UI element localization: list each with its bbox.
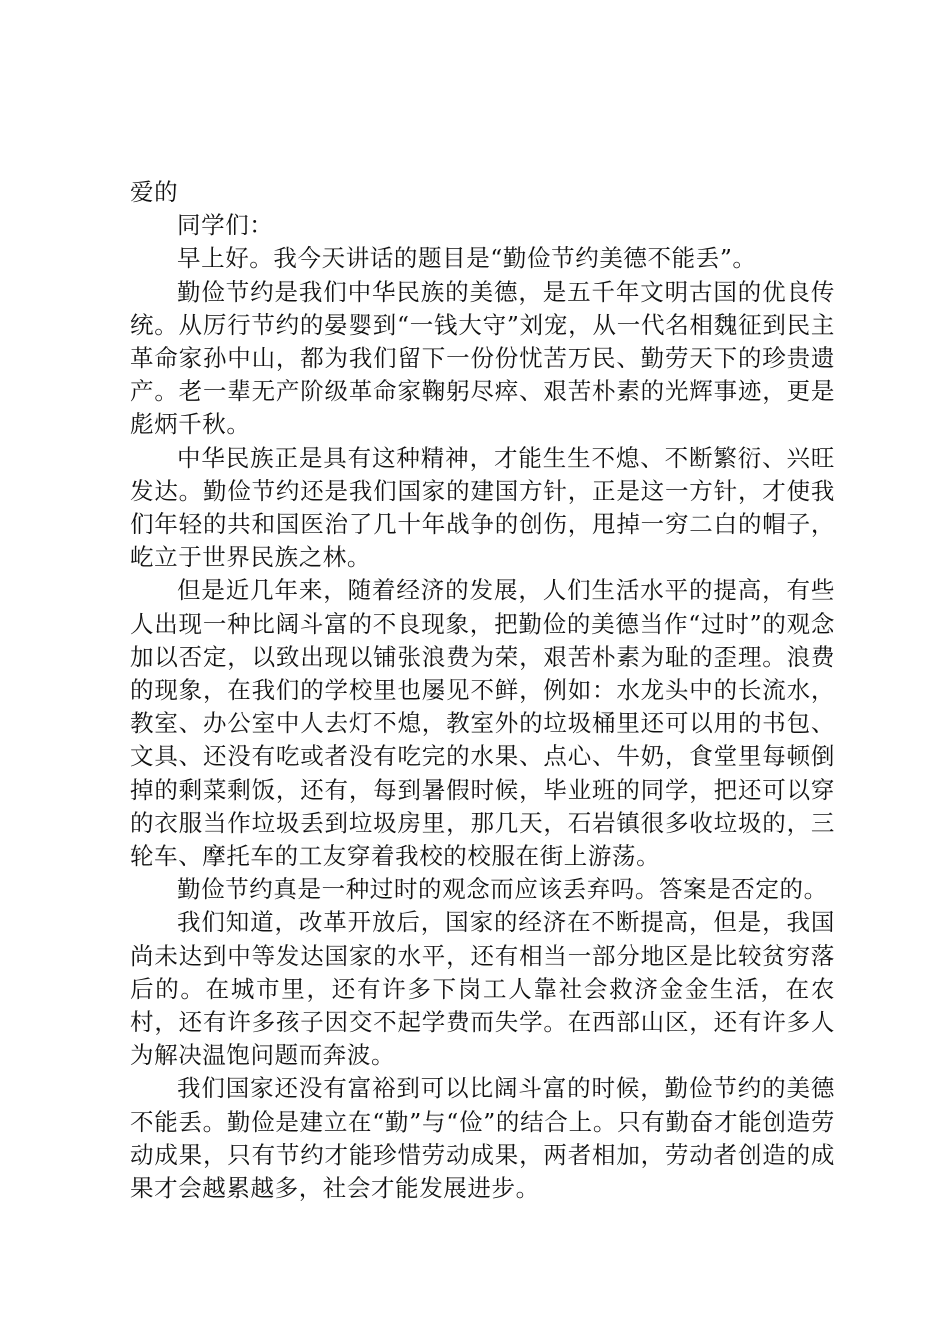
salutation-line-1: 爱的 [130, 178, 179, 206]
salutation-line-2: 同学们： [177, 211, 274, 240]
paragraph-question: 勤俭节约真是一种过时的观念而应该丢弃吗。答案是否定的。 [177, 875, 828, 904]
paragraph-greeting: 早上好。我今天讲话的题目是“勤俭节约美德不能丢”。 [177, 244, 757, 273]
paragraph-national-situation: 我们知道，改革开放后，国家的经济在不断提高，但是，我国尚未达到中等发达国家的水平，还有相当一部分地区是比较贫穷落后的。在城市里，还有许多下岗工人靠社会救济金金生活，在农村，还有许多孩子因交不起学费而失学。在西部山区，还有许多人为解决温饱问题而奔波。 [130, 908, 835, 1070]
speech-text [130, 176, 835, 1205]
paragraph-conclusion: 我们国家还没有富裕到可以比阔斗富的时候，勤俭节约的美德不能丢。勤俭是建立在“勤”与“俭”的结合上。只有勤奋才能创造劳动成果，只有节约才能珍惜劳动成果，两者相加，劳动者创造的成果才会越累越多，社会才能发展进步。 [130, 1074, 835, 1203]
paragraph-national-spirit: 中华民族正是具有这种精神，才能生生不熄、不断繁衍、兴旺发达。勤俭节约还是我们国家的建国方针，正是这一方针，才使我们年轻的共和国医治了几十年战争的创伤，甩掉一穷二白的帽子，屹立于世界民族之林。 [130, 443, 835, 572]
paragraph-tradition: 勤俭节约是我们中华民族的美德，是五千年文明古国的优良传统。从厉行节约的晏婴到“一钱大守”刘宠，从一代名相魏征到民主革命家孙中山，都为我们留下一份份忧苦万民、勤劳天下的珍贵遗产。老一辈无产阶级革命家鞠躬尽瘁、艰苦朴素的光辉事迹，更是彪炳千秋。 [130, 277, 835, 439]
paragraph-waste-phenomenon: 但是近几年来，随着经济的发展，人们生活水平的提高，有些人出现一种比阔斗富的不良现象，把勤俭的美德当作“过时”的观念加以否定，以致出现以铺张浪费为荣，艰苦朴素为耻的歪理。浪费的现象，在我们的学校里也屡见不鲜，例如：水龙头中的长流水，教室、办公室中人去灯不熄，教室外的垃圾桶里还可以用的书包、文具、还没有吃或者没有吃完的水果、点心、牛奶，食堂里每顿倒掉的剩菜剩饭，还有，每到暑假时候，毕业班的同学，把还可以穿的衣服当作垃圾丢到垃圾房里，那几天，石岩镇很多收垃圾的，三轮车、摩托车的工友穿着我校的校服在街上游荡。 [130, 576, 835, 871]
